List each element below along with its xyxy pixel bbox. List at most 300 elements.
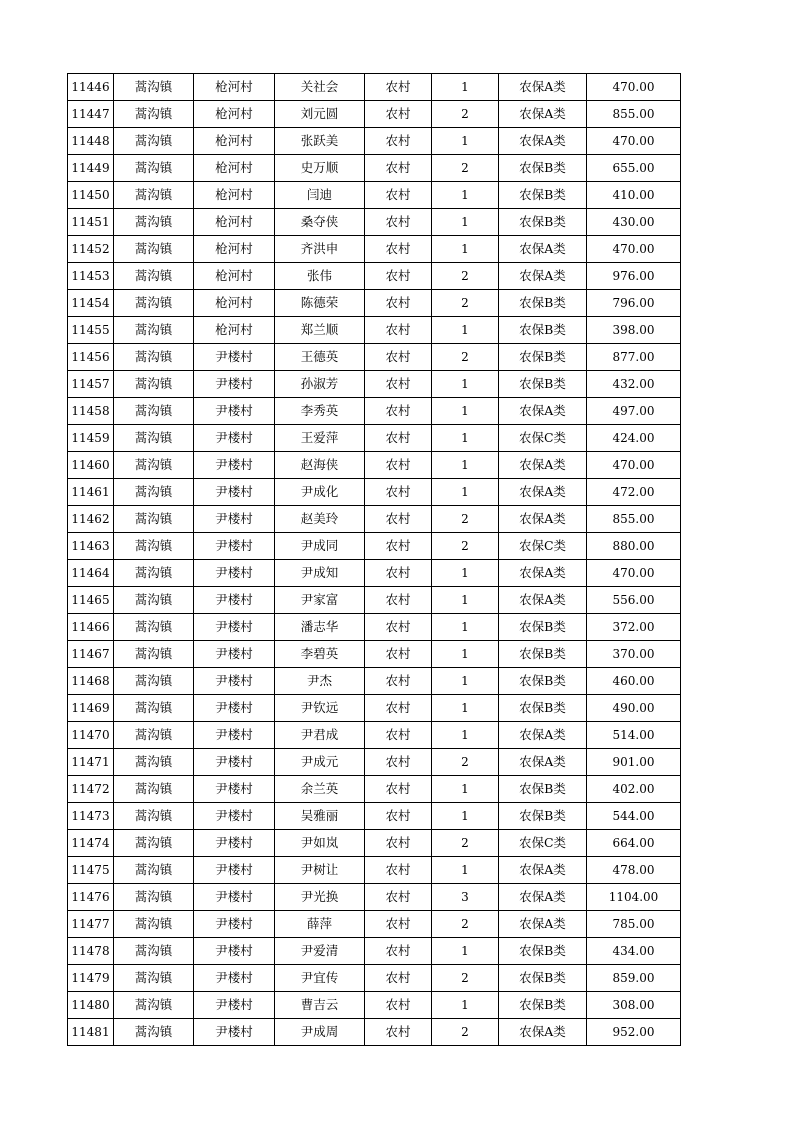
table-row [68, 74, 681, 101]
table-row [68, 749, 681, 776]
area-type-cell: 农村 [365, 614, 432, 641]
amount-cell: 1104.00 [587, 884, 681, 911]
household-count-cell: 2 [432, 506, 499, 533]
household-count-cell: 1 [432, 641, 499, 668]
amount-cell: 859.00 [587, 965, 681, 992]
person-name-cell: 郑兰顺 [275, 317, 365, 344]
area-type-cell: 农村 [365, 155, 432, 182]
amount-cell: 370.00 [587, 641, 681, 668]
amount-cell: 490.00 [587, 695, 681, 722]
record-id-cell: 11480 [68, 992, 114, 1019]
person-name-cell: 尹光换 [275, 884, 365, 911]
record-id-cell: 11460 [68, 452, 114, 479]
household-count-cell: 1 [432, 479, 499, 506]
table-row [68, 992, 681, 1019]
town-cell: 蒿沟镇 [114, 560, 194, 587]
record-id-cell: 11450 [68, 182, 114, 209]
record-id-cell: 11476 [68, 884, 114, 911]
table-row [68, 533, 681, 560]
person-name-cell: 王爱萍 [275, 425, 365, 452]
village-cell: 尹楼村 [194, 641, 275, 668]
record-id-cell: 11475 [68, 857, 114, 884]
table-body [68, 74, 681, 1046]
village-cell: 尹楼村 [194, 992, 275, 1019]
town-cell: 蒿沟镇 [114, 344, 194, 371]
amount-cell: 855.00 [587, 101, 681, 128]
area-type-cell: 农村 [365, 344, 432, 371]
record-id-cell: 11481 [68, 1019, 114, 1046]
area-type-cell: 农村 [365, 533, 432, 560]
record-id-cell: 11471 [68, 749, 114, 776]
amount-cell: 470.00 [587, 74, 681, 101]
amount-cell: 460.00 [587, 668, 681, 695]
town-cell: 蒿沟镇 [114, 398, 194, 425]
table-row [68, 101, 681, 128]
town-cell: 蒿沟镇 [114, 506, 194, 533]
table-row [68, 911, 681, 938]
town-cell: 蒿沟镇 [114, 749, 194, 776]
household-count-cell: 1 [432, 560, 499, 587]
household-count-cell: 1 [432, 317, 499, 344]
area-type-cell: 农村 [365, 911, 432, 938]
person-name-cell: 张跃美 [275, 128, 365, 155]
record-id-cell: 11474 [68, 830, 114, 857]
area-type-cell: 农村 [365, 290, 432, 317]
insurance-category-cell: 农保B类 [499, 641, 587, 668]
record-id-cell: 11467 [68, 641, 114, 668]
person-name-cell: 陈德荣 [275, 290, 365, 317]
village-cell: 尹楼村 [194, 695, 275, 722]
area-type-cell: 农村 [365, 992, 432, 1019]
person-name-cell: 尹成元 [275, 749, 365, 776]
insurance-category-cell: 农保C类 [499, 425, 587, 452]
person-name-cell: 关社会 [275, 74, 365, 101]
amount-cell: 410.00 [587, 182, 681, 209]
area-type-cell: 农村 [365, 128, 432, 155]
household-count-cell: 1 [432, 371, 499, 398]
person-name-cell: 尹杰 [275, 668, 365, 695]
insurance-category-cell: 农保A类 [499, 506, 587, 533]
insurance-category-cell: 农保B类 [499, 965, 587, 992]
amount-cell: 514.00 [587, 722, 681, 749]
household-count-cell: 2 [432, 290, 499, 317]
area-type-cell: 农村 [365, 803, 432, 830]
data-table [67, 73, 681, 1046]
table-row [68, 965, 681, 992]
town-cell: 蒿沟镇 [114, 74, 194, 101]
table-row [68, 695, 681, 722]
area-type-cell: 农村 [365, 74, 432, 101]
table-row [68, 479, 681, 506]
table-row [68, 722, 681, 749]
insurance-category-cell: 农保B类 [499, 992, 587, 1019]
area-type-cell: 农村 [365, 560, 432, 587]
person-name-cell: 赵美玲 [275, 506, 365, 533]
village-cell: 枪河村 [194, 317, 275, 344]
person-name-cell: 余兰英 [275, 776, 365, 803]
person-name-cell: 闫迪 [275, 182, 365, 209]
town-cell: 蒿沟镇 [114, 209, 194, 236]
amount-cell: 785.00 [587, 911, 681, 938]
household-count-cell: 1 [432, 128, 499, 155]
household-count-cell: 1 [432, 452, 499, 479]
amount-cell: 398.00 [587, 317, 681, 344]
table-row [68, 371, 681, 398]
village-cell: 尹楼村 [194, 803, 275, 830]
household-count-cell: 1 [432, 722, 499, 749]
amount-cell: 470.00 [587, 560, 681, 587]
insurance-category-cell: 农保B类 [499, 695, 587, 722]
town-cell: 蒿沟镇 [114, 587, 194, 614]
town-cell: 蒿沟镇 [114, 803, 194, 830]
village-cell: 尹楼村 [194, 533, 275, 560]
town-cell: 蒿沟镇 [114, 479, 194, 506]
town-cell: 蒿沟镇 [114, 776, 194, 803]
household-count-cell: 1 [432, 857, 499, 884]
record-id-cell: 11465 [68, 587, 114, 614]
amount-cell: 976.00 [587, 263, 681, 290]
table-row [68, 857, 681, 884]
amount-cell: 877.00 [587, 344, 681, 371]
village-cell: 尹楼村 [194, 560, 275, 587]
table-row [68, 587, 681, 614]
village-cell: 枪河村 [194, 74, 275, 101]
village-cell: 枪河村 [194, 290, 275, 317]
household-count-cell: 2 [432, 533, 499, 560]
insurance-category-cell: 农保A类 [499, 398, 587, 425]
household-count-cell: 2 [432, 749, 499, 776]
village-cell: 尹楼村 [194, 398, 275, 425]
household-count-cell: 2 [432, 344, 499, 371]
record-id-cell: 11449 [68, 155, 114, 182]
person-name-cell: 李秀英 [275, 398, 365, 425]
record-id-cell: 11447 [68, 101, 114, 128]
village-cell: 枪河村 [194, 101, 275, 128]
village-cell: 尹楼村 [194, 587, 275, 614]
town-cell: 蒿沟镇 [114, 884, 194, 911]
person-name-cell: 尹成知 [275, 560, 365, 587]
household-count-cell: 1 [432, 398, 499, 425]
insurance-category-cell: 农保B类 [499, 317, 587, 344]
village-cell: 尹楼村 [194, 776, 275, 803]
person-name-cell: 尹如岚 [275, 830, 365, 857]
village-cell: 枪河村 [194, 263, 275, 290]
household-count-cell: 2 [432, 263, 499, 290]
insurance-category-cell: 农保A类 [499, 857, 587, 884]
amount-cell: 901.00 [587, 749, 681, 776]
village-cell: 枪河村 [194, 155, 275, 182]
record-id-cell: 11458 [68, 398, 114, 425]
area-type-cell: 农村 [365, 668, 432, 695]
area-type-cell: 农村 [365, 884, 432, 911]
insurance-category-cell: 农保A类 [499, 452, 587, 479]
insurance-category-cell: 农保A类 [499, 884, 587, 911]
amount-cell: 855.00 [587, 506, 681, 533]
insurance-category-cell: 农保A类 [499, 587, 587, 614]
village-cell: 尹楼村 [194, 668, 275, 695]
person-name-cell: 潘志华 [275, 614, 365, 641]
table-row [68, 182, 681, 209]
table-row [68, 155, 681, 182]
record-id-cell: 11470 [68, 722, 114, 749]
area-type-cell: 农村 [365, 371, 432, 398]
village-cell: 尹楼村 [194, 749, 275, 776]
person-name-cell: 张伟 [275, 263, 365, 290]
household-count-cell: 1 [432, 182, 499, 209]
amount-cell: 424.00 [587, 425, 681, 452]
insurance-category-cell: 农保A类 [499, 749, 587, 776]
area-type-cell: 农村 [365, 641, 432, 668]
village-cell: 尹楼村 [194, 344, 275, 371]
table-row [68, 884, 681, 911]
area-type-cell: 农村 [365, 398, 432, 425]
insurance-category-cell: 农保A类 [499, 911, 587, 938]
amount-cell: 430.00 [587, 209, 681, 236]
town-cell: 蒿沟镇 [114, 128, 194, 155]
amount-cell: 880.00 [587, 533, 681, 560]
table-row [68, 236, 681, 263]
amount-cell: 472.00 [587, 479, 681, 506]
town-cell: 蒿沟镇 [114, 263, 194, 290]
town-cell: 蒿沟镇 [114, 614, 194, 641]
table-row [68, 830, 681, 857]
town-cell: 蒿沟镇 [114, 452, 194, 479]
insurance-category-cell: 农保A类 [499, 74, 587, 101]
table-row [68, 425, 681, 452]
table-row [68, 128, 681, 155]
table-row [68, 452, 681, 479]
insurance-category-cell: 农保A类 [499, 1019, 587, 1046]
record-id-cell: 11477 [68, 911, 114, 938]
village-cell: 尹楼村 [194, 1019, 275, 1046]
village-cell: 枪河村 [194, 236, 275, 263]
insurance-category-cell: 农保B类 [499, 155, 587, 182]
town-cell: 蒿沟镇 [114, 1019, 194, 1046]
insurance-category-cell: 农保A类 [499, 560, 587, 587]
area-type-cell: 农村 [365, 776, 432, 803]
town-cell: 蒿沟镇 [114, 668, 194, 695]
amount-cell: 796.00 [587, 290, 681, 317]
household-count-cell: 1 [432, 776, 499, 803]
amount-cell: 434.00 [587, 938, 681, 965]
insurance-category-cell: 农保A类 [499, 101, 587, 128]
person-name-cell: 曹吉云 [275, 992, 365, 1019]
area-type-cell: 农村 [365, 317, 432, 344]
person-name-cell: 史万顺 [275, 155, 365, 182]
town-cell: 蒿沟镇 [114, 830, 194, 857]
household-count-cell: 1 [432, 668, 499, 695]
insurance-category-cell: 农保B类 [499, 344, 587, 371]
town-cell: 蒿沟镇 [114, 695, 194, 722]
person-name-cell: 尹爱清 [275, 938, 365, 965]
insurance-category-cell: 农保B类 [499, 614, 587, 641]
table-row [68, 641, 681, 668]
record-id-cell: 11453 [68, 263, 114, 290]
person-name-cell: 尹成化 [275, 479, 365, 506]
insurance-category-cell: 农保B类 [499, 803, 587, 830]
household-count-cell: 1 [432, 938, 499, 965]
insurance-category-cell: 农保A类 [499, 236, 587, 263]
amount-cell: 402.00 [587, 776, 681, 803]
amount-cell: 308.00 [587, 992, 681, 1019]
village-cell: 尹楼村 [194, 371, 275, 398]
record-id-cell: 11469 [68, 695, 114, 722]
area-type-cell: 农村 [365, 938, 432, 965]
amount-cell: 432.00 [587, 371, 681, 398]
village-cell: 枪河村 [194, 128, 275, 155]
record-id-cell: 11451 [68, 209, 114, 236]
household-count-cell: 1 [432, 209, 499, 236]
record-id-cell: 11452 [68, 236, 114, 263]
table-row [68, 290, 681, 317]
amount-cell: 497.00 [587, 398, 681, 425]
person-name-cell: 刘元圆 [275, 101, 365, 128]
table-row [68, 938, 681, 965]
village-cell: 尹楼村 [194, 857, 275, 884]
household-count-cell: 1 [432, 695, 499, 722]
person-name-cell: 吴雅丽 [275, 803, 365, 830]
amount-cell: 952.00 [587, 1019, 681, 1046]
area-type-cell: 农村 [365, 830, 432, 857]
person-name-cell: 孙淑芳 [275, 371, 365, 398]
household-count-cell: 1 [432, 236, 499, 263]
table-row [68, 560, 681, 587]
area-type-cell: 农村 [365, 506, 432, 533]
amount-cell: 478.00 [587, 857, 681, 884]
household-count-cell: 2 [432, 965, 499, 992]
record-id-cell: 11448 [68, 128, 114, 155]
village-cell: 尹楼村 [194, 722, 275, 749]
person-name-cell: 尹树让 [275, 857, 365, 884]
insurance-category-cell: 农保A类 [499, 263, 587, 290]
table-row [68, 263, 681, 290]
town-cell: 蒿沟镇 [114, 371, 194, 398]
insurance-category-cell: 农保C类 [499, 533, 587, 560]
table-row [68, 1019, 681, 1046]
table-row [68, 398, 681, 425]
area-type-cell: 农村 [365, 236, 432, 263]
person-name-cell: 齐洪申 [275, 236, 365, 263]
person-name-cell: 赵海侠 [275, 452, 365, 479]
area-type-cell: 农村 [365, 101, 432, 128]
town-cell: 蒿沟镇 [114, 965, 194, 992]
household-count-cell: 1 [432, 587, 499, 614]
record-id-cell: 11466 [68, 614, 114, 641]
table-row [68, 776, 681, 803]
village-cell: 尹楼村 [194, 425, 275, 452]
insurance-category-cell: 农保C类 [499, 830, 587, 857]
record-id-cell: 11454 [68, 290, 114, 317]
town-cell: 蒿沟镇 [114, 290, 194, 317]
household-count-cell: 3 [432, 884, 499, 911]
area-type-cell: 农村 [365, 209, 432, 236]
household-count-cell: 2 [432, 1019, 499, 1046]
record-id-cell: 11446 [68, 74, 114, 101]
town-cell: 蒿沟镇 [114, 641, 194, 668]
person-name-cell: 尹成同 [275, 533, 365, 560]
insurance-category-cell: 农保B类 [499, 290, 587, 317]
household-count-cell: 2 [432, 101, 499, 128]
record-id-cell: 11478 [68, 938, 114, 965]
town-cell: 蒿沟镇 [114, 992, 194, 1019]
person-name-cell: 尹家富 [275, 587, 365, 614]
household-count-cell: 2 [432, 155, 499, 182]
area-type-cell: 农村 [365, 452, 432, 479]
insurance-category-cell: 农保A类 [499, 479, 587, 506]
insurance-category-cell: 农保B类 [499, 182, 587, 209]
household-count-cell: 1 [432, 614, 499, 641]
village-cell: 尹楼村 [194, 479, 275, 506]
town-cell: 蒿沟镇 [114, 938, 194, 965]
insurance-category-cell: 农保B类 [499, 938, 587, 965]
person-name-cell: 尹成周 [275, 1019, 365, 1046]
town-cell: 蒿沟镇 [114, 533, 194, 560]
amount-cell: 664.00 [587, 830, 681, 857]
amount-cell: 544.00 [587, 803, 681, 830]
table-row [68, 209, 681, 236]
person-name-cell: 尹钦远 [275, 695, 365, 722]
area-type-cell: 农村 [365, 425, 432, 452]
insurance-category-cell: 农保A类 [499, 722, 587, 749]
insurance-category-cell: 农保B类 [499, 776, 587, 803]
amount-cell: 470.00 [587, 128, 681, 155]
town-cell: 蒿沟镇 [114, 857, 194, 884]
table-row [68, 668, 681, 695]
area-type-cell: 农村 [365, 1019, 432, 1046]
household-count-cell: 1 [432, 992, 499, 1019]
village-cell: 尹楼村 [194, 938, 275, 965]
record-id-cell: 11464 [68, 560, 114, 587]
area-type-cell: 农村 [365, 857, 432, 884]
amount-cell: 470.00 [587, 236, 681, 263]
person-name-cell: 薛萍 [275, 911, 365, 938]
area-type-cell: 农村 [365, 722, 432, 749]
area-type-cell: 农村 [365, 695, 432, 722]
record-id-cell: 11456 [68, 344, 114, 371]
village-cell: 尹楼村 [194, 506, 275, 533]
insurance-category-cell: 农保B类 [499, 209, 587, 236]
area-type-cell: 农村 [365, 965, 432, 992]
town-cell: 蒿沟镇 [114, 101, 194, 128]
area-type-cell: 农村 [365, 749, 432, 776]
table-row [68, 803, 681, 830]
record-id-cell: 11473 [68, 803, 114, 830]
person-name-cell: 尹君成 [275, 722, 365, 749]
area-type-cell: 农村 [365, 263, 432, 290]
insurance-category-cell: 农保A类 [499, 128, 587, 155]
person-name-cell: 尹宜传 [275, 965, 365, 992]
insurance-category-cell: 农保B类 [499, 371, 587, 398]
village-cell: 尹楼村 [194, 911, 275, 938]
village-cell: 枪河村 [194, 209, 275, 236]
record-id-cell: 11463 [68, 533, 114, 560]
amount-cell: 655.00 [587, 155, 681, 182]
record-id-cell: 11457 [68, 371, 114, 398]
table-row [68, 317, 681, 344]
person-name-cell: 桑夺侠 [275, 209, 365, 236]
table-row [68, 344, 681, 371]
town-cell: 蒿沟镇 [114, 182, 194, 209]
village-cell: 尹楼村 [194, 830, 275, 857]
record-id-cell: 11472 [68, 776, 114, 803]
town-cell: 蒿沟镇 [114, 722, 194, 749]
village-cell: 尹楼村 [194, 884, 275, 911]
household-count-cell: 1 [432, 425, 499, 452]
record-id-cell: 11479 [68, 965, 114, 992]
table-row [68, 506, 681, 533]
town-cell: 蒿沟镇 [114, 317, 194, 344]
household-count-cell: 2 [432, 911, 499, 938]
